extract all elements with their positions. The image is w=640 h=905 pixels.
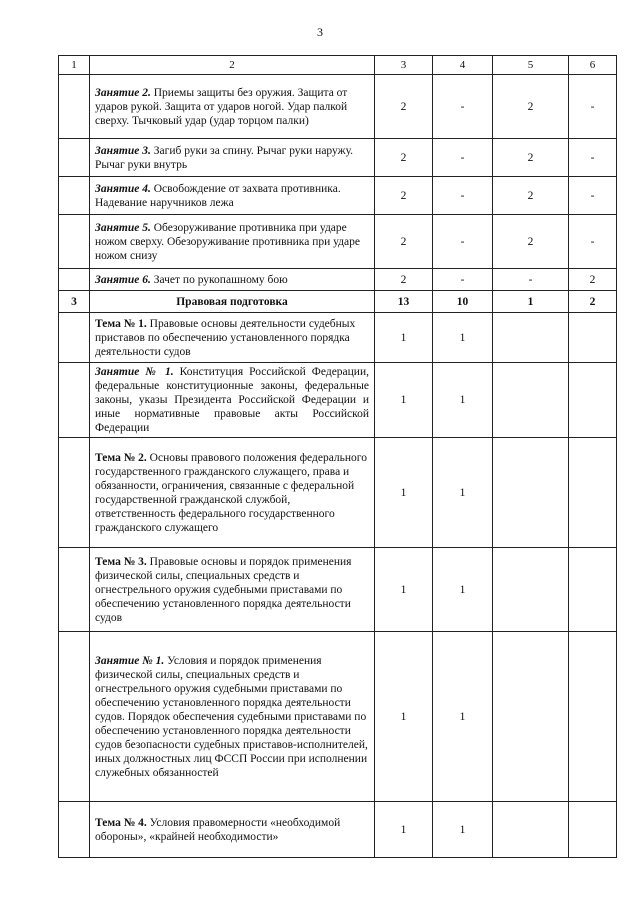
hours-cell-c3: 1 bbox=[375, 548, 433, 632]
hours-cell-c3: 13 bbox=[375, 291, 433, 313]
row-index-cell: 3 bbox=[59, 291, 90, 313]
topic-text: Конституция Российской Федерации, федеральные конституционные законы, федеральные законы, указы Президента Российской Федерации и иные нормативные правовые акты Российской Федерации bbox=[95, 366, 369, 434]
row-index-cell bbox=[59, 215, 90, 269]
hours-cell-c5: - bbox=[493, 269, 569, 291]
topic-text: Освобождение от захвата противника. Надевание наручников лежа bbox=[95, 182, 341, 209]
topic-cell bbox=[90, 291, 375, 313]
training-plan-table bbox=[58, 55, 617, 858]
row-index-cell bbox=[59, 438, 90, 548]
hours-cell-c5 bbox=[493, 363, 569, 438]
topic-lead-label: Тема № 4. bbox=[95, 816, 147, 829]
hours-cell-c5 bbox=[493, 802, 569, 858]
row-index-cell bbox=[59, 313, 90, 363]
hours-cell-c4: - bbox=[433, 139, 493, 177]
page-number: 3 bbox=[317, 25, 323, 39]
column-header: 1 bbox=[59, 56, 90, 75]
hours-cell-c4: 1 bbox=[433, 548, 493, 632]
topic-cell bbox=[90, 438, 375, 548]
hours-cell-c4: 1 bbox=[433, 363, 493, 438]
table-row bbox=[59, 269, 617, 291]
topic-cell bbox=[90, 363, 375, 438]
row-index-cell bbox=[59, 75, 90, 139]
hours-cell-c3: 1 bbox=[375, 313, 433, 363]
table-row bbox=[59, 548, 617, 632]
hours-cell-c4: - bbox=[433, 75, 493, 139]
hours-cell-c4: 1 bbox=[433, 438, 493, 548]
column-header: 3 bbox=[375, 56, 433, 75]
hours-cell-c5: 1 bbox=[493, 291, 569, 313]
table-row bbox=[59, 438, 617, 548]
topic-cell bbox=[90, 548, 375, 632]
topic-text: Обезоруживание противника при ударе ножом сверху. Обезоруживание противника при ударе ножом снизу bbox=[95, 221, 360, 262]
topic-cell bbox=[90, 215, 375, 269]
topic-lead-label: Занятие № 1. bbox=[95, 654, 165, 667]
hours-cell-c6 bbox=[569, 438, 617, 548]
hours-cell-c4: - bbox=[433, 177, 493, 215]
column-header-row bbox=[59, 56, 617, 75]
table-row bbox=[59, 139, 617, 177]
hours-cell-c6: 2 bbox=[569, 269, 617, 291]
table-row bbox=[59, 75, 617, 139]
topic-lead-label: Занятие 4. bbox=[95, 182, 151, 195]
topic-text: Правовые основы деятельности судебных приставов по обеспечению установленного порядка деятельности судов bbox=[95, 317, 356, 358]
hours-cell-c3: 1 bbox=[375, 632, 433, 802]
hours-cell-c6 bbox=[569, 363, 617, 438]
topic-cell bbox=[90, 802, 375, 858]
row-index-cell bbox=[59, 632, 90, 802]
hours-cell-c6: - bbox=[569, 215, 617, 269]
topic-text: Условия и порядок применения физической силы, специальных средств и огнестрельного оружия судебными приставами по обеспечению установленного порядка деятельности судов. Порядок обеспечения судебными приставами по обеспечению установленного порядка деятельности судов безопасности судебных приставов-исполнителей, иных должностных лиц ФССП России при исполнении служебных обязанностей bbox=[95, 654, 368, 779]
hours-cell-c3: 1 bbox=[375, 363, 433, 438]
topic-lead-label: Тема № 1. bbox=[95, 317, 147, 330]
hours-cell-c6: - bbox=[569, 177, 617, 215]
hours-cell-c4: 1 bbox=[433, 802, 493, 858]
section-row bbox=[59, 291, 617, 313]
row-index-cell bbox=[59, 363, 90, 438]
hours-cell-c6: - bbox=[569, 139, 617, 177]
row-index-cell bbox=[59, 548, 90, 632]
hours-cell-c3: 1 bbox=[375, 802, 433, 858]
hours-cell-c3: 2 bbox=[375, 177, 433, 215]
topic-text: Правовые основы и порядок применения физической силы, специальных средств и огнестрельного оружия судебными приставами по обеспечению установленного порядка деятельности судов bbox=[95, 555, 352, 624]
hours-cell-c5: 2 bbox=[493, 75, 569, 139]
row-index-cell bbox=[59, 177, 90, 215]
topic-text: Зачет по рукопашному бою bbox=[150, 273, 288, 286]
topic-text: Основы правового положения федерального государственного гражданского служащего, права и обязанности, ограничения, связанные с федеральной государственной гражданской службой, ответственность федерального государственного гражданского служащего bbox=[95, 451, 367, 534]
topic-cell bbox=[90, 313, 375, 363]
hours-cell-c5 bbox=[493, 548, 569, 632]
column-header: 5 bbox=[493, 56, 569, 75]
hours-cell-c5: 2 bbox=[493, 177, 569, 215]
topic-cell bbox=[90, 75, 375, 139]
hours-cell-c4: - bbox=[433, 215, 493, 269]
topic-cell bbox=[90, 139, 375, 177]
hours-cell-c5 bbox=[493, 632, 569, 802]
topic-text: Загиб руки за спину. Рычаг руки наружу. Рычаг руки внутрь bbox=[95, 144, 354, 171]
hours-cell-c3: 2 bbox=[375, 269, 433, 291]
row-index-cell bbox=[59, 802, 90, 858]
hours-cell-c6 bbox=[569, 632, 617, 802]
column-header: 6 bbox=[569, 56, 617, 75]
topic-text: Приемы защиты без оружия. Защита от ударов рукой. Защита от ударов ногой. Удар палкой сверху. Тычковый удар (удар торцом палки) bbox=[95, 86, 348, 127]
hours-cell-c6: 2 bbox=[569, 291, 617, 313]
topic-text: Условия правомерности «необходимой обороны», «крайней необходимости» bbox=[95, 816, 341, 843]
hours-cell-c6: - bbox=[569, 75, 617, 139]
column-header: 2 bbox=[90, 56, 375, 75]
hours-cell-c6 bbox=[569, 313, 617, 363]
hours-cell-c3: 2 bbox=[375, 215, 433, 269]
hours-cell-c5 bbox=[493, 313, 569, 363]
hours-cell-c6 bbox=[569, 548, 617, 632]
topic-lead-label: Занятие 5. bbox=[95, 221, 151, 234]
section-title: Правовая подготовка bbox=[176, 295, 288, 308]
hours-cell-c3: 2 bbox=[375, 75, 433, 139]
topic-lead-label: Занятие 3. bbox=[95, 144, 151, 157]
topic-lead-label: Тема № 2. bbox=[95, 451, 147, 464]
hours-cell-c5: 2 bbox=[493, 139, 569, 177]
row-index-cell bbox=[59, 139, 90, 177]
topic-cell bbox=[90, 269, 375, 291]
hours-cell-c3: 2 bbox=[375, 139, 433, 177]
topic-lead-label: Тема № 3. bbox=[95, 555, 147, 568]
row-index-cell bbox=[59, 269, 90, 291]
table-row bbox=[59, 802, 617, 858]
hours-cell-c5 bbox=[493, 438, 569, 548]
topic-lead-label: Занятие № 1. bbox=[95, 366, 174, 378]
table-row bbox=[59, 177, 617, 215]
hours-cell-c4: 10 bbox=[433, 291, 493, 313]
topic-lead-label: Занятие 2. bbox=[95, 86, 151, 99]
table-row bbox=[59, 632, 617, 802]
table-row bbox=[59, 215, 617, 269]
table-row bbox=[59, 313, 617, 363]
hours-cell-c5: 2 bbox=[493, 215, 569, 269]
column-header: 4 bbox=[433, 56, 493, 75]
topic-cell bbox=[90, 632, 375, 802]
hours-cell-c4: 1 bbox=[433, 632, 493, 802]
hours-cell-c3: 1 bbox=[375, 438, 433, 548]
hours-cell-c6 bbox=[569, 802, 617, 858]
topic-cell bbox=[90, 177, 375, 215]
hours-cell-c4: - bbox=[433, 269, 493, 291]
topic-lead-label: Занятие 6. bbox=[95, 273, 151, 286]
hours-cell-c4: 1 bbox=[433, 313, 493, 363]
table-row bbox=[59, 363, 617, 438]
